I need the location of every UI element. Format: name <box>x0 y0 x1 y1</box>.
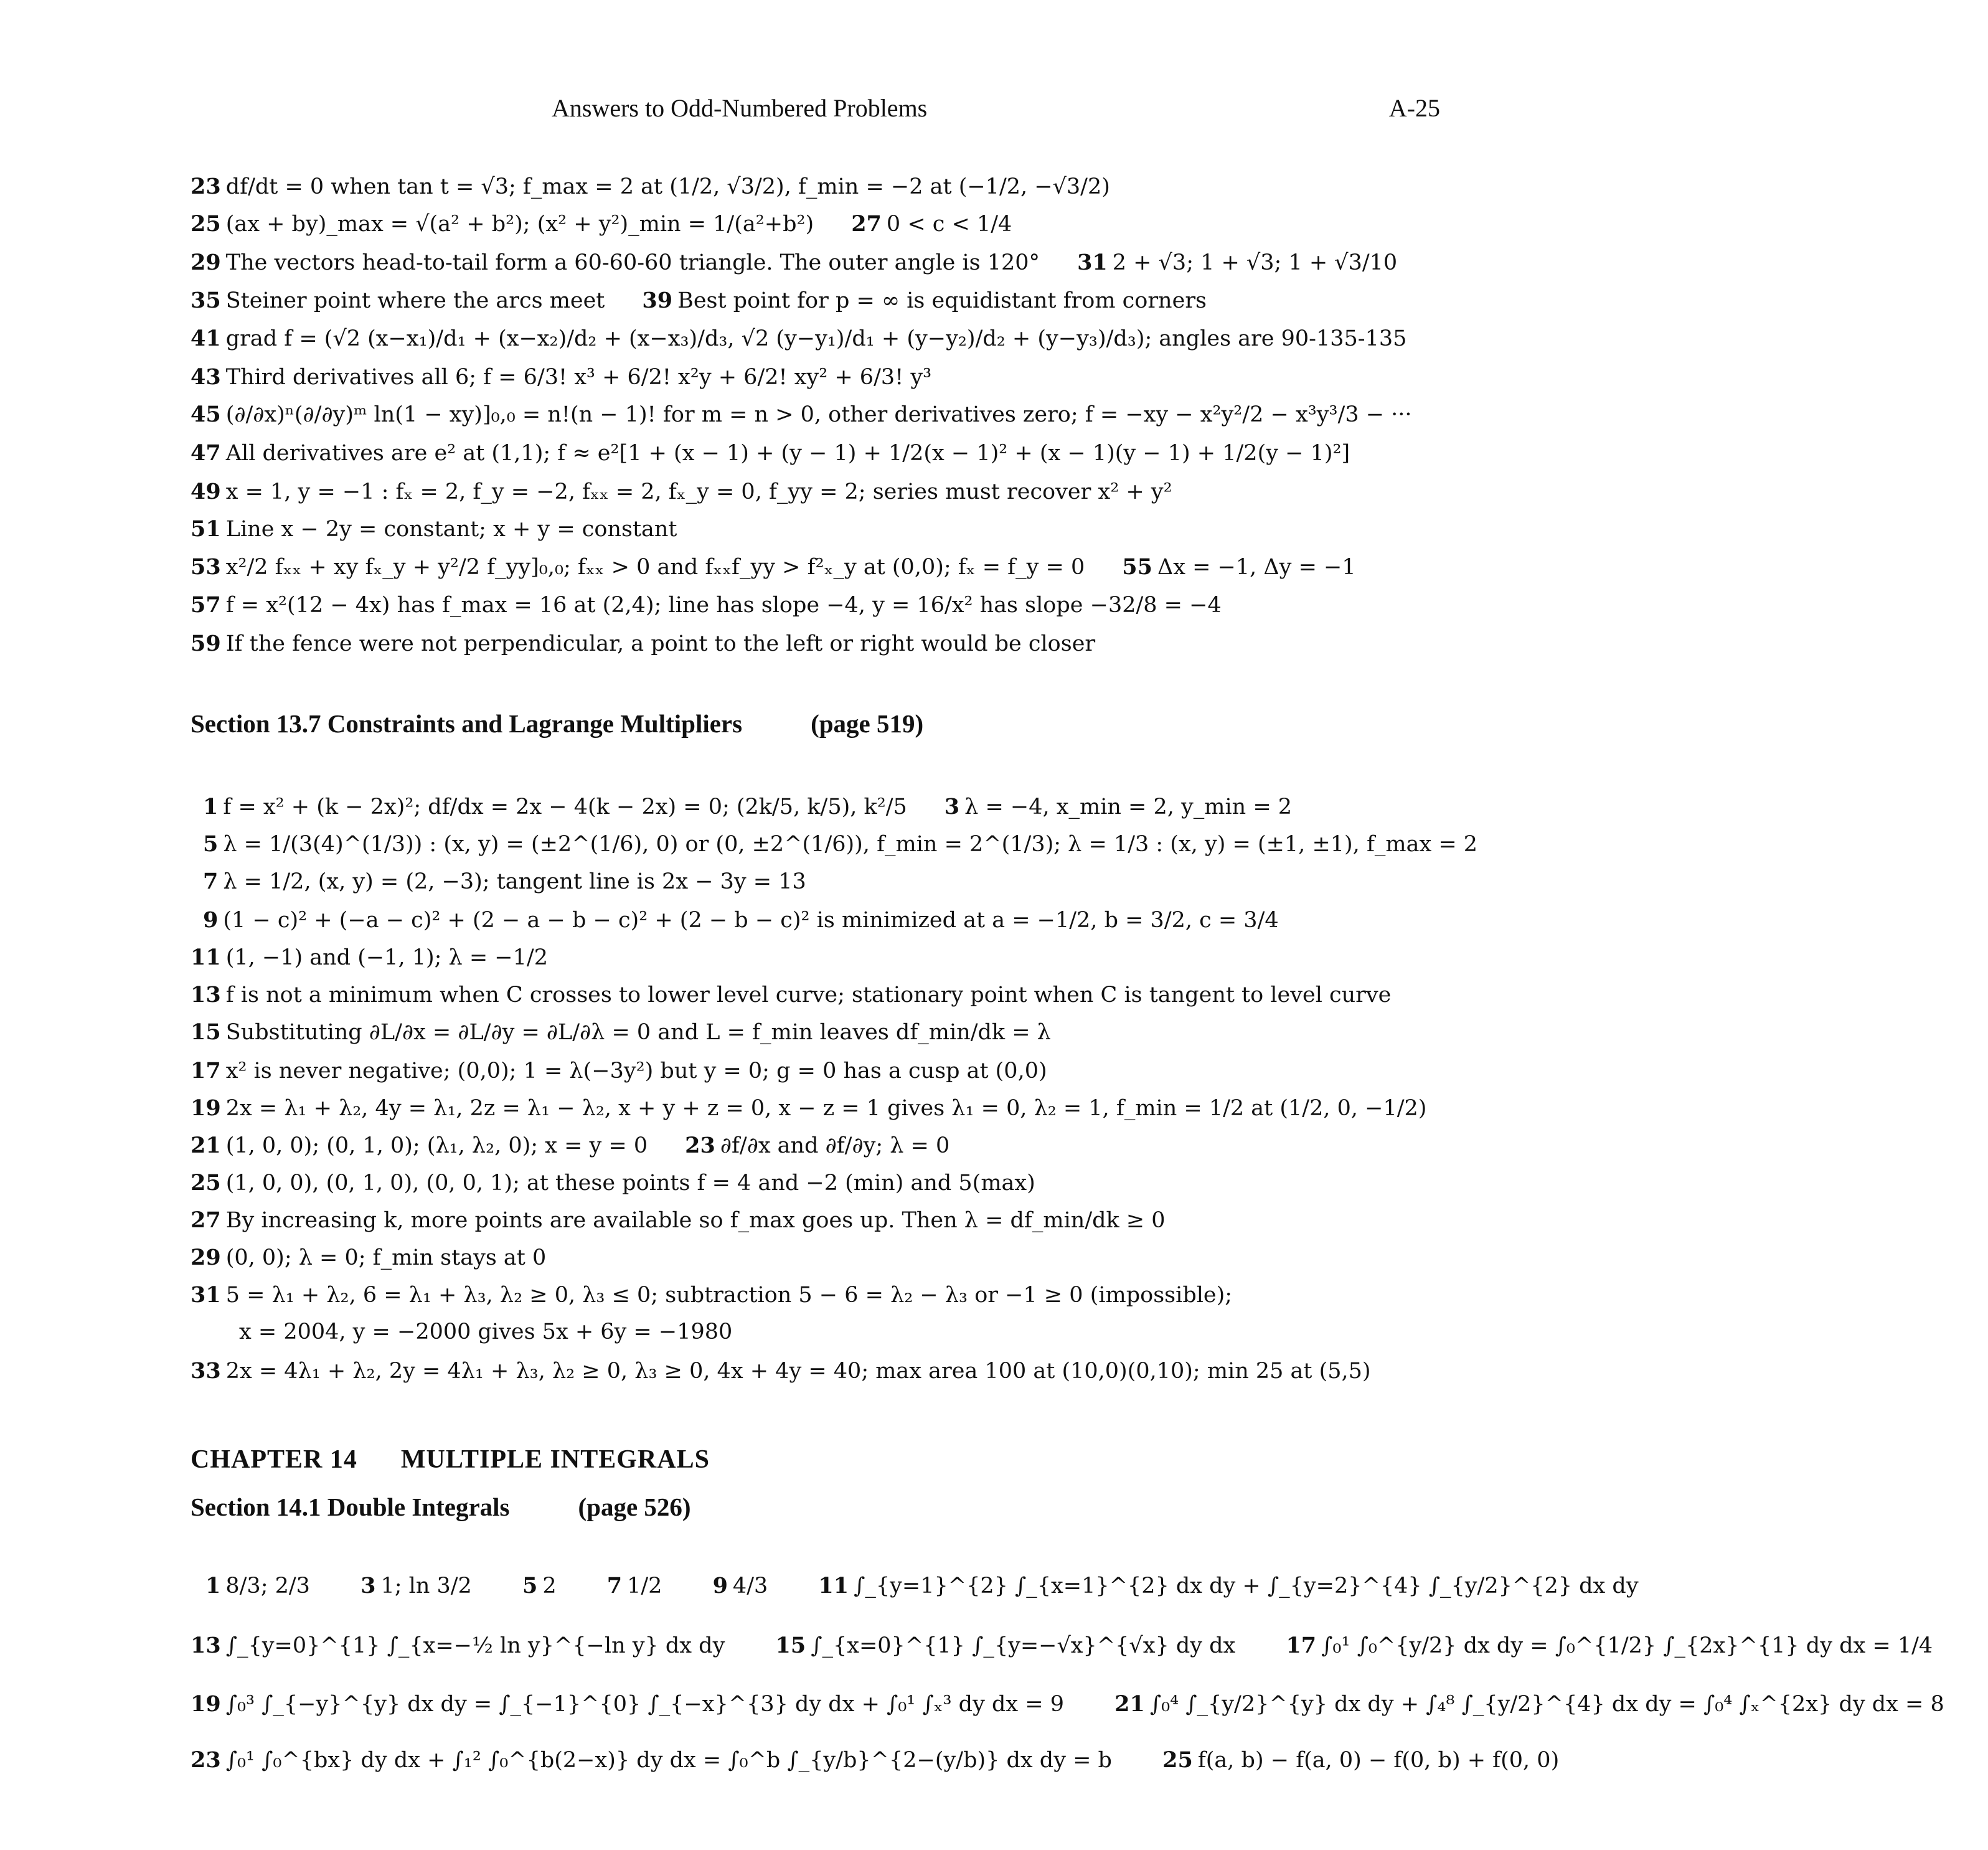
problem-number: 45 <box>191 402 221 427</box>
answer-text: (1, −1) and (−1, 1); λ = −1/2 <box>225 945 548 970</box>
problem-number: 9 <box>203 907 219 933</box>
answer-text: (0, 0); λ = 0; f_min stays at 0 <box>225 1245 547 1270</box>
answer-text: Steiner point where the arcs meet <box>225 288 605 313</box>
answer-text: The vectors head-to-tail form a 60-60-60 triangle. The outer angle is 120° <box>225 250 1040 275</box>
problem-number: 19 <box>191 1691 221 1717</box>
answer-text: Third derivatives all 6; f = 6/3! x³ + 6/2! x²y + 6/2! xy² + 6/3! y³ <box>225 365 932 390</box>
problem-number: 17 <box>1286 1633 1317 1658</box>
answer-item <box>818 1573 1638 1598</box>
answer-line <box>191 1284 1486 1306</box>
answer-row <box>191 1747 1603 1773</box>
answer-text: (1, 0, 0); (0, 1, 0); (λ₁, λ₂, 0); x = y = 0 <box>225 1133 648 1158</box>
page-number: A-25 <box>1388 94 1440 122</box>
problem-number: 7 <box>606 1573 623 1598</box>
answer-line <box>191 1021 1486 1044</box>
problem-number: 49 <box>191 479 221 504</box>
answer-text: ∫_{y=0}^{1} ∫_{x=−½ ln y}^{−ln y} dx dy <box>225 1633 725 1658</box>
problem-number: 25 <box>191 1170 221 1196</box>
answer-text: λ = 1/(3(4)^(1/3)) : (x, y) = (±2^(1/6), 0) or (0, ±2^(1/6)), f_min = 2^(1/3); λ = 1/3 : (x, y) = (±1, ±1), f_max = 2 <box>223 832 1478 857</box>
answer-text: 2x = λ₁ + λ₂, 4y = λ₁, 2z = λ₁ − λ₂, x + y + z = 0, x − z = 1 gives λ₁ = 0, λ₂ = 1, f_min = 1/2 at (1/2, 0, −1/2) <box>225 1096 1427 1121</box>
problem-number: 31 <box>191 1282 221 1308</box>
answer-item <box>713 1573 768 1598</box>
answer-line <box>191 213 1486 235</box>
running-head-title: Answers to Odd-Numbered Problems <box>552 94 928 122</box>
answer-line <box>191 481 1486 503</box>
answer-text: x²/2 fₓₓ + xy fₓ_y + y²/2 f_yy]₀,₀; fₓₓ > 0 and fₓₓf_yy > f²ₓ_y at (0,0); fₓ = f_y = 0 <box>225 555 1085 580</box>
answer-line <box>191 556 1486 578</box>
problem-number: 29 <box>191 1245 221 1270</box>
answer-text: 2 <box>542 1574 557 1598</box>
problem-number: 57 <box>191 592 221 618</box>
problem-number: 21 <box>1114 1691 1145 1717</box>
chapter-name: MULTIPLE INTEGRALS <box>400 1445 710 1474</box>
problem-number: 47 <box>191 440 221 466</box>
answer-line <box>191 328 1486 350</box>
answer-text: λ = −4, x_min = 2, y_min = 2 <box>964 795 1293 819</box>
answer-text: x = 2004, y = −2000 gives 5x + 6y = −1980 <box>239 1319 733 1344</box>
problem-number: 31 <box>1077 250 1108 275</box>
problem-number: 51 <box>191 516 221 542</box>
answer-text: (1 − c)² + (−a − c)² + (2 − a − b − c)² + (2 − b − c)² is minimized at a = −1/2, b = 3/2, c = 3/4 <box>223 908 1279 933</box>
running-head <box>191 93 1440 131</box>
page-reference: (page 519) <box>811 709 924 738</box>
problem-number: 11 <box>191 945 221 970</box>
chapter-label: CHAPTER 14 <box>191 1445 357 1474</box>
answer-item <box>1162 1747 1559 1773</box>
answer-text: 4/3 <box>732 1574 768 1598</box>
problem-number: 1 <box>203 794 219 819</box>
answer-text: 2 + √3; 1 + √3; 1 + √3/10 <box>1112 250 1398 275</box>
answer-text: ∂f/∂x and ∂f/∂y; λ = 0 <box>720 1133 950 1158</box>
answer-text: grad f = (√2 (x−x₁)/d₁ + (x−x₂)/d₂ + (x−x₃)/d₃, √2 (y−y₁)/d₁ + (y−y₂)/d₂ + (y−y₃)/d₃); angles are 90-135-135 <box>225 326 1407 351</box>
problem-number: 53 <box>191 554 221 580</box>
answer-text: Line x − 2y = constant; x + y = constant <box>225 517 677 542</box>
problem-number: 27 <box>191 1207 221 1233</box>
answer-continuation-line <box>239 1321 1486 1343</box>
answer-item <box>1114 1691 1944 1717</box>
answer-text: ∫₀⁴ ∫_{y/2}^{y} dx dy + ∫₄⁸ ∫_{y/2}^{4} dx dy = ∫₀⁴ ∫ₓ^{2x} dy dx = 8 <box>1149 1692 1944 1717</box>
answer-line <box>203 796 1486 818</box>
problem-number: 13 <box>191 982 221 1008</box>
answer-line <box>191 946 1486 969</box>
answer-text: Best point for p = ∞ is equidistant from corners <box>677 288 1207 313</box>
answer-row <box>205 1573 1682 1598</box>
answer-item <box>776 1633 1236 1658</box>
problem-number: 1 <box>205 1573 221 1598</box>
answer-text: 1/2 <box>627 1574 662 1598</box>
answer-text: ∫₀¹ ∫₀^{y/2} dx dy = ∫₀^{1/2} ∫_{2x}^{1} dy dx = 1/4 <box>1321 1633 1933 1658</box>
problem-number: 13 <box>191 1633 221 1658</box>
answer-text: 0 < c < 1/4 <box>886 212 1012 237</box>
answer-text: df/dt = 0 when tan t = √3; f_max = 2 at (1/2, √3/2), f_min = −2 at (−1/2, −√3/2) <box>225 174 1110 199</box>
answer-text: 5 = λ₁ + λ₂, 6 = λ₁ + λ₃, λ₂ ≥ 0, λ₃ ≤ 0; subtraction 5 − 6 = λ₂ − λ₃ or −1 ≥ 0 (impossible); <box>225 1283 1233 1308</box>
section-heading <box>191 1492 691 1522</box>
problem-number: 9 <box>712 1573 728 1598</box>
problem-number: 7 <box>203 869 219 894</box>
answer-row <box>191 1691 1988 1717</box>
answer-line <box>191 984 1486 1006</box>
problem-number: 11 <box>818 1573 849 1598</box>
answer-text: Substituting ∂L/∂x = ∂L/∂y = ∂L/∂λ = 0 and L = f_min leaves df_min/dk = λ <box>225 1020 1051 1045</box>
problem-number: 15 <box>775 1633 806 1658</box>
answer-line <box>191 1360 1486 1382</box>
problem-number: 5 <box>203 831 219 857</box>
section-title: Section 14.1 Double Integrals <box>191 1493 510 1521</box>
answer-line <box>191 518 1486 540</box>
problem-number: 25 <box>191 211 221 237</box>
answer-text: (1, 0, 0), (0, 1, 0), (0, 0, 1); at these points f = 4 and −2 (min) and 5(max) <box>225 1171 1035 1196</box>
answer-item <box>191 1747 1112 1773</box>
answer-text: f is not a minimum when C crosses to lower level curve; stationary point when C is tangent to level curve <box>225 983 1392 1008</box>
answer-line <box>191 1247 1486 1269</box>
answer-item <box>1286 1633 1933 1658</box>
answer-line <box>191 633 1486 655</box>
answer-text: If the fence were not perpendicular, a point to the left or right would be closer <box>225 631 1096 656</box>
problem-number: 17 <box>191 1058 221 1083</box>
answer-text: (∂/∂x)ⁿ(∂/∂y)ᵐ ln(1 − xy)]₀,₀ = n!(n − 1)! for m = n > 0, other derivatives zero; f = −xy − x²y²/2 − x³y³/3 − ··· <box>225 402 1412 427</box>
answer-text: ∫_{x=0}^{1} ∫_{y=−√x}^{√x} dy dx <box>811 1633 1236 1658</box>
answer-line <box>191 404 1486 426</box>
answer-text: 1; ln 3/2 <box>380 1574 472 1598</box>
answer-line <box>191 1097 1486 1120</box>
answer-line <box>191 1209 1486 1232</box>
problem-number: 5 <box>522 1573 538 1598</box>
problem-number: 55 <box>1122 554 1152 580</box>
answer-item <box>191 1691 1064 1717</box>
problem-number: 25 <box>1162 1747 1193 1773</box>
answer-line <box>203 833 1486 856</box>
answer-line <box>191 594 1486 616</box>
answer-line <box>191 176 1486 198</box>
problem-number: 39 <box>642 288 673 313</box>
section-title: Section 13.7 Constraints and Lagrange Multipliers <box>191 709 743 738</box>
problem-number: 23 <box>191 174 221 199</box>
problem-number: 23 <box>191 1747 221 1773</box>
problem-number: 23 <box>685 1133 715 1158</box>
answer-text: ∫₀³ ∫_{−y}^{y} dx dy = ∫_{−1}^{0} ∫_{−x}^{3} dy dx + ∫₀¹ ∫ₓ³ dy dx = 9 <box>225 1692 1064 1717</box>
problem-number: 33 <box>191 1358 221 1384</box>
answer-text: f(a, b) − f(a, 0) − f(0, b) + f(0, 0) <box>1197 1748 1560 1773</box>
answer-item <box>607 1573 662 1598</box>
answer-line <box>203 871 1486 893</box>
problem-number: 41 <box>191 326 221 351</box>
answer-line <box>191 442 1486 465</box>
problem-number: 3 <box>944 794 960 819</box>
answer-text: By increasing k, more points are available so f_max goes up. Then λ = df_min/dk ≥ 0 <box>225 1208 1166 1233</box>
answer-line <box>191 1172 1486 1194</box>
answer-line <box>191 366 1486 389</box>
answer-item <box>522 1573 557 1598</box>
answer-line <box>191 290 1486 312</box>
section-heading <box>191 709 923 739</box>
problem-number: 43 <box>191 364 221 390</box>
answer-item <box>191 1633 725 1658</box>
answer-text: (ax + by)_max = √(a² + b²); (x² + y²)_min = 1/(a²+b²) <box>225 212 814 237</box>
answer-text: f = x²(12 − 4x) has f_max = 16 at (2,4); line has slope −4, y = 16/x² has slope −32/8 = −4 <box>225 593 1222 618</box>
problem-number: 59 <box>191 631 221 656</box>
answer-line <box>191 1060 1486 1082</box>
answer-line <box>191 252 1486 274</box>
answer-line <box>191 1135 1486 1157</box>
answer-text: All derivatives are e² at (1,1); f ≈ e²[1 + (x − 1) + (y − 1) + 1/2(x − 1)² + (x − 1)(y − 1) + 1/2(y − 1)²] <box>225 441 1350 466</box>
problem-number: 15 <box>191 1019 221 1045</box>
problem-number: 27 <box>851 211 882 237</box>
answer-text: f = x² + (k − 2x)²; df/dx = 2x − 4(k − 2x) = 0; (2k/5, k/5), k²/5 <box>223 795 907 819</box>
answer-text: λ = 1/2, (x, y) = (2, −3); tangent line is 2x − 3y = 13 <box>223 869 806 894</box>
problem-number: 29 <box>191 250 221 275</box>
answer-text: x² is never negative; (0,0); 1 = λ(−3y²) but y = 0; g = 0 has a cusp at (0,0) <box>225 1059 1047 1083</box>
answer-text: 2x = 4λ₁ + λ₂, 2y = 4λ₁ + λ₃, λ₂ ≥ 0, λ₃ ≥ 0, 4x + 4y = 40; max area 100 at (10,0)(0,10); min 25 at (5,5) <box>225 1359 1371 1384</box>
problem-number: 35 <box>191 288 221 313</box>
answer-item <box>360 1573 472 1598</box>
answer-text: x = 1, y = −1 : fₓ = 2, f_y = −2, fₓₓ = 2, fₓ_y = 0, f_yy = 2; series must recover x² + y² <box>225 479 1172 504</box>
answer-row <box>191 1633 1976 1658</box>
answer-text: ∫_{y=1}^{2} ∫_{x=1}^{2} dx dy + ∫_{y=2}^{4} ∫_{y/2}^{2} dx dy <box>854 1574 1639 1598</box>
problem-number: 19 <box>191 1095 221 1121</box>
answer-text: ∫₀¹ ∫₀^{bx} dy dx + ∫₁² ∫₀^{b(2−x)} dy dx = ∫₀^b ∫_{y/b}^{2−(y/b)} dx dy = b <box>225 1748 1112 1773</box>
problem-number: 21 <box>191 1133 221 1158</box>
chapter-heading <box>191 1445 710 1475</box>
answer-item <box>205 1573 310 1598</box>
answer-line <box>203 909 1486 932</box>
page-reference: (page 526) <box>578 1493 691 1521</box>
problem-number: 3 <box>360 1573 376 1598</box>
answer-text: Δx = −1, Δy = −1 <box>1157 555 1356 580</box>
answer-text: 8/3; 2/3 <box>225 1574 310 1598</box>
